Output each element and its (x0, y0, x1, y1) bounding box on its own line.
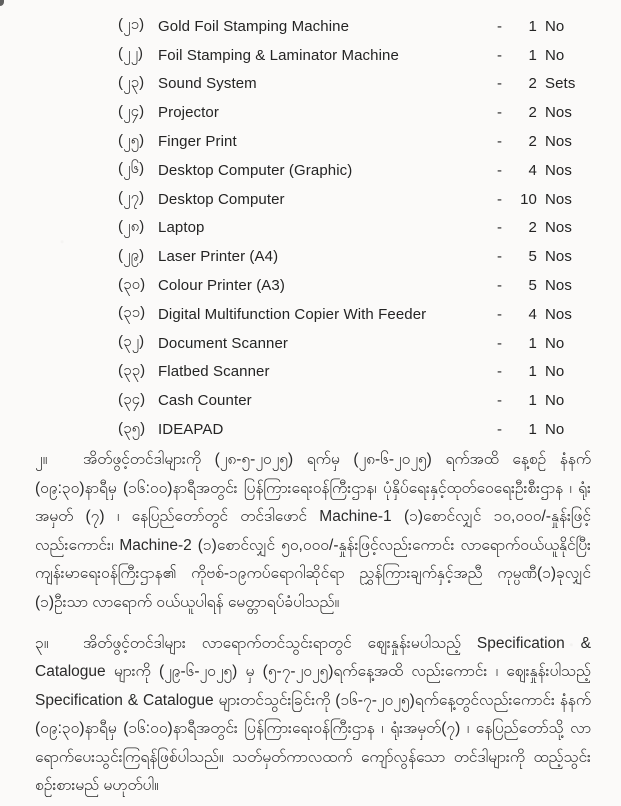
item-quantity: 1 (528, 46, 537, 64)
item-quantity: 1 (528, 17, 537, 35)
item-unit: Nos (545, 190, 572, 208)
item-number: (၃၁) (118, 304, 146, 322)
item-number: (၃၂) (118, 333, 145, 351)
item-name: Foil Stamping & Laminator Machine (158, 46, 399, 64)
item-number: (၂၈) (118, 217, 145, 235)
quantity-dash: - (497, 104, 503, 122)
quantity-dash: - (497, 305, 503, 323)
equipment-row (118, 156, 591, 185)
paragraph-number: ၂။ (35, 450, 48, 468)
equipment-row (118, 329, 591, 358)
equipment-row (118, 242, 591, 271)
quantity-dash: - (497, 46, 503, 64)
item-quantity: 10 (520, 190, 537, 208)
quantity-dash: - (497, 277, 503, 295)
equipment-row (118, 98, 591, 127)
item-number: (၂၉) (118, 246, 145, 264)
item-unit: Nos (545, 305, 572, 323)
equipment-row (118, 271, 591, 300)
item-unit: No (545, 17, 565, 35)
quantity-dash: - (497, 133, 503, 151)
item-unit: No (545, 421, 565, 439)
equipment-row (118, 214, 591, 243)
quantity-dash: - (497, 75, 503, 93)
equipment-row (118, 300, 591, 329)
equipment-row (118, 415, 591, 444)
quantity-dash: - (497, 392, 503, 410)
item-number: (၃၃) (118, 361, 146, 379)
item-name: Projector (158, 104, 219, 122)
item-name: IDEAPAD (158, 421, 224, 439)
equipment-row (118, 12, 591, 41)
item-unit: Nos (545, 277, 572, 295)
item-quantity: 2 (528, 104, 537, 122)
quantity-dash: - (497, 161, 503, 179)
equipment-row (118, 358, 591, 387)
item-unit: No (545, 392, 565, 410)
item-name: Colour Printer (A3) (158, 277, 285, 295)
item-quantity: 4 (528, 305, 537, 323)
item-number: (၂၂) (118, 45, 144, 63)
quantity-dash: - (497, 363, 503, 381)
item-number: (၂၇) (118, 189, 145, 207)
quantity-dash: - (497, 248, 503, 266)
item-unit: Nos (545, 133, 572, 151)
item-quantity: 2 (528, 75, 537, 93)
item-quantity: 5 (528, 248, 537, 266)
item-name: Finger Print (158, 133, 237, 151)
paragraph-2 (35, 446, 591, 618)
item-unit: No (545, 334, 565, 352)
equipment-row (118, 185, 591, 214)
item-name: Flatbed Scanner (158, 363, 270, 381)
item-number: (၂၃) (118, 73, 145, 91)
item-unit: Nos (545, 248, 572, 266)
item-number: (၂၅) (118, 131, 145, 149)
item-number: (၃၀) (118, 275, 146, 293)
item-name: Desktop Computer (Graphic) (158, 161, 353, 179)
item-quantity: 1 (528, 421, 537, 439)
equipment-row (118, 127, 591, 156)
item-unit: Sets (545, 75, 576, 93)
item-unit: No (545, 46, 565, 64)
item-quantity: 2 (528, 219, 537, 237)
paragraph-3 (35, 630, 591, 802)
item-name: Gold Foil Stamping Machine (158, 17, 350, 35)
item-name: Laser Printer (A4) (158, 248, 279, 266)
item-name: Digital Multifunction Copier With Feeder (158, 305, 427, 323)
item-quantity: 4 (528, 161, 537, 179)
paragraph-text: အိတ်ဖွင့်တင်ဒါများ လာရောက်တင်သွင်းရာတွင် ဈေးနှုန်းမပါသည့် Specification & Catalogue များကို (၂၉-၆-၂၀၂၅) မှ (၅-၇-၂၀၂၅)ရက်နေ့အထိ လည်းကောင်း ၊ ဈေးနှုန်းပါသည့် Specification & Catalogue များတင်သွင်းခြင်းကို (၁၆-၇-၂၀၂၅)ရက်နေ့တွင်လည်းကောင်း နံနက် (၀၉:၃၀)နာရီမှ (၁၆:၀၀)နာရီအတွင်း ပြန်ကြားရေးဝန်ကြီးဌာန ၊ ရုံးအမှတ်(၇) ၊ နေပြည်တော်သို့ လာရောက်ပေးသွင်းကြရန်ဖြစ်ပါသည်။ သတ်မှတ်ကာလထက် ကျော်လွန်သော တင်ဒါများကို ထည့်သွင်းစဉ်းစားမည် မဟုတ်ပါ။ (35, 634, 591, 795)
item-unit: Nos (545, 161, 572, 179)
item-name: Laptop (158, 219, 205, 237)
item-unit: Nos (545, 219, 572, 237)
item-number: (၃၄) (118, 390, 146, 408)
quantity-dash: - (497, 421, 503, 439)
quantity-dash: - (497, 219, 503, 237)
item-quantity: 1 (528, 392, 537, 410)
paragraph-number: ၃။ (35, 634, 49, 652)
item-name: Sound System (158, 75, 257, 93)
paragraph-text: အိတ်ဖွင့်တင်ဒါများကို (၂၈-၅-၂၀၂၅) ရက်မှ (၂၈-၆-၂၀၂၅) ရက်အထိ နေ့စဉ် နံနက် (၀၉:၃၀)နာရီမှ (၁၆:၀၀)နာရီအတွင်း ပြန်ကြားရေးဝန်ကြီးဌာန၊ ပုံနှိပ်ရေးနှင့်ထုတ်ဝေရေးဦးစီးဌာန ၊ ရုံးအမှတ် (၇) ၊ နေပြည်တော်တွင် တင်ဒါဖောင် Machine-1 (၁)စောင်လျှင် ၁၀,၀၀၀/-နှုန်းဖြင့် လည်းကောင်း၊ Machine-2 (၁)စောင်လျှင် ၅၀,၀၀၀/-နှုန်းဖြင့်လည်းကောင်း လာရောက်ဝယ်ယူနိုင်ပြီး ကျန်းမာရေးဝန်ကြီးဌာန၏ ကိုဗစ်-၁၉ကပ်ရောဂါဆိုင်ရာ ညွှန်ကြားချက်နှင့်အညီ ကုမ္ပဏီ(၁)ခုလျှင် (၁)ဦးသာ လာရောက် ဝယ်ယူပါရန် မေတ္တာရပ်ခံပါသည်။ (35, 450, 591, 611)
item-name: Cash Counter (158, 392, 252, 410)
quantity-dash: - (497, 334, 503, 352)
item-name: Document Scanner (158, 334, 289, 352)
quantity-dash: - (497, 17, 503, 35)
item-number: (၂၆) (118, 160, 145, 178)
item-quantity: 5 (528, 277, 537, 295)
item-name: Desktop Computer (158, 190, 285, 208)
item-quantity: 1 (528, 334, 537, 352)
equipment-row (118, 41, 591, 70)
quantity-dash: - (497, 190, 503, 208)
item-quantity: 2 (528, 133, 537, 151)
equipment-row (118, 386, 591, 415)
notice-paragraphs (0, 444, 621, 801)
item-unit: No (545, 363, 565, 381)
item-number: (၃၅) (118, 419, 146, 437)
item-number: (၂၄) (118, 102, 145, 120)
equipment-row (118, 70, 591, 99)
item-quantity: 1 (528, 363, 537, 381)
item-number: (၂၁) (118, 16, 145, 34)
item-unit: Nos (545, 104, 572, 122)
